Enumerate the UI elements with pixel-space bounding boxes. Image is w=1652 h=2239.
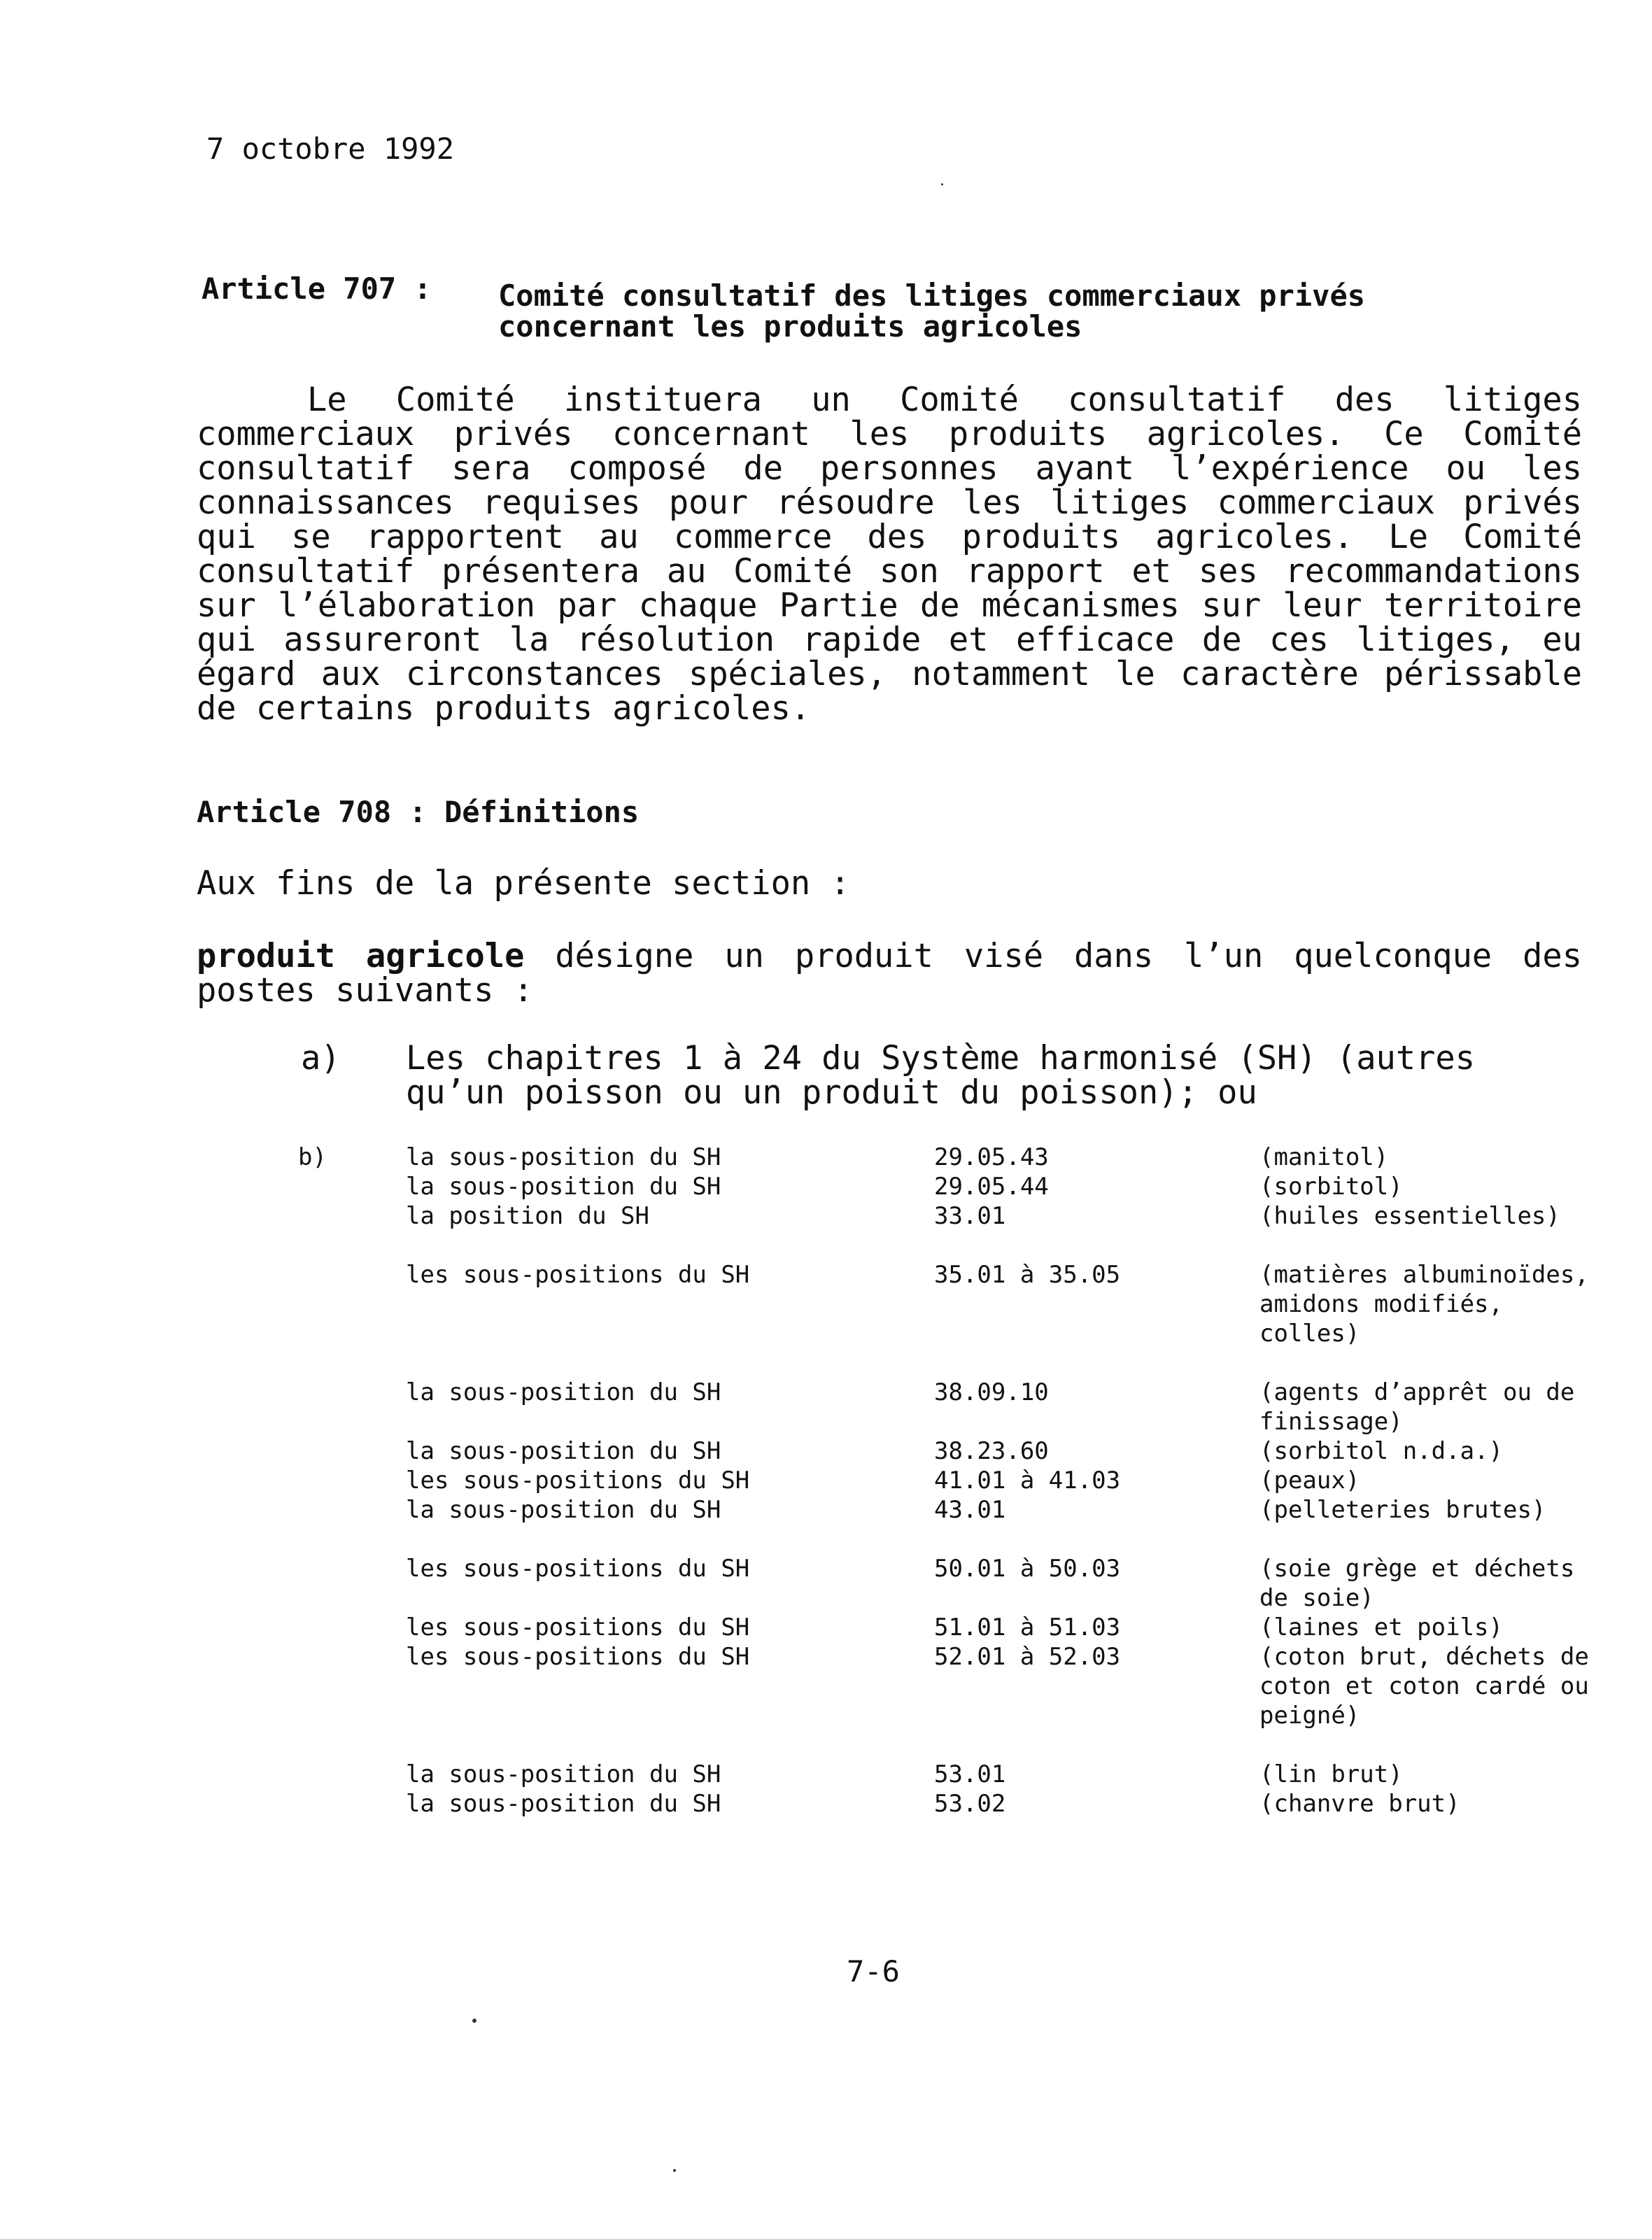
item-b-marker: b) [298,1143,327,1171]
hs-position: les sous-positions du SH [406,1467,750,1495]
hs-position: la sous-position du SH [406,1143,721,1171]
definition-paragraph [197,939,1582,1008]
hs-code: 38.23.60 [934,1437,1049,1465]
hs-code: 29.05.44 [934,1173,1049,1201]
hs-description: (lin brut) [1259,1760,1403,1788]
article-707-title-line1: Comité consultatif des litiges commerciaux privés [498,278,1366,313]
document-date: 7 octobre 1992 [206,132,455,166]
item-a-text: Les chapitres 1 à 24 du Système harmonisé (SH) (autres qu’un poisson ou un produit du poisson); ou [406,1039,1476,1112]
scan-speck [673,2169,676,2172]
hs-code: 29.05.43 [934,1143,1049,1171]
item-a-marker: a) [301,1039,341,1078]
hs-description: (soie grège et déchets de soie) [1259,1555,1575,1612]
hs-code: 41.01 à 41.03 [934,1467,1121,1495]
hs-position: la sous-position du SH [406,1173,721,1201]
hs-description: (laines et poils) [1259,1613,1503,1641]
hs-position: les sous-positions du SH [406,1261,750,1289]
definition-text: désigne un produit visé dans l’un quelconque des postes suivants : [197,937,1582,1010]
hs-description: (matières albuminoïdes, amidons modifiés, colles) [1259,1261,1589,1348]
hs-code: 38.09.10 [934,1378,1049,1406]
hs-code: 50.01 à 50.03 [934,1555,1121,1583]
hs-code: 35.01 à 35.05 [934,1261,1121,1289]
article-707-title-line2: concernant les produits agricoles [498,309,1082,344]
hs-position: les sous-positions du SH [406,1555,750,1583]
hs-description: (sorbitol) [1259,1173,1403,1201]
hs-position: la sous-position du SH [406,1437,721,1465]
hs-code: 53.01 [934,1760,1006,1788]
hs-position: les sous-positions du SH [406,1613,750,1641]
hs-code: 53.02 [934,1790,1006,1818]
hs-code: 33.01 [934,1202,1006,1230]
hs-code: 52.01 à 52.03 [934,1643,1121,1671]
hs-position: la sous-position du SH [406,1496,721,1524]
article-707-paragraph: Le Comité instituera un Comité consultatif des litiges commerciaux privés concernant les produits agricoles. Ce Comité consultatif sera composé de personnes ayant l’expérience ou les connaissances requises pour résoudre les litiges commerciaux privés qui se rapportent au commerce des produits agricoles. Le Comité consultatif présentera au Comité son rapport et ses recommandations sur l’élaboration par chaque Partie de mécanismes sur leur territoire qui assureront la résolution rapide et efficace de ces litiges, eu égard aux circonstances spéciales, notamment le caractère périssable de certains produits agricoles. [197,381,1582,728]
scan-speck [941,183,943,185]
hs-position: la position du SH [406,1202,649,1230]
hs-description: (huiles essentielles) [1259,1202,1560,1230]
article-708-heading: Article 708 : Définitions [197,795,640,829]
hs-description: (sorbitol n.d.a.) [1259,1437,1503,1465]
hs-description: (chanvre brut) [1259,1790,1460,1818]
hs-position: la sous-position du SH [406,1760,721,1788]
scan-speck [472,2019,476,2023]
hs-description: (agents d’apprêt ou de finissage) [1259,1378,1575,1436]
hs-description: (peaux) [1259,1467,1360,1495]
hs-code: 43.01 [934,1496,1006,1524]
hs-position: la sous-position du SH [406,1790,721,1818]
hs-description: (manitol) [1259,1143,1389,1171]
article-707-label: Article 707 : [202,271,432,306]
hs-position: les sous-positions du SH [406,1643,750,1671]
hs-description: (coton brut, déchets de coton et coton cardé ou peigné) [1259,1643,1589,1730]
page-number: 7-6 [847,1954,900,1989]
hs-position: la sous-position du SH [406,1378,721,1406]
definition-term: produit agricole [197,937,525,975]
hs-code: 51.01 à 51.03 [934,1613,1121,1641]
hs-description: (pelleteries brutes) [1259,1496,1546,1524]
article-708-intro: Aux fins de la présente section : [197,864,850,903]
